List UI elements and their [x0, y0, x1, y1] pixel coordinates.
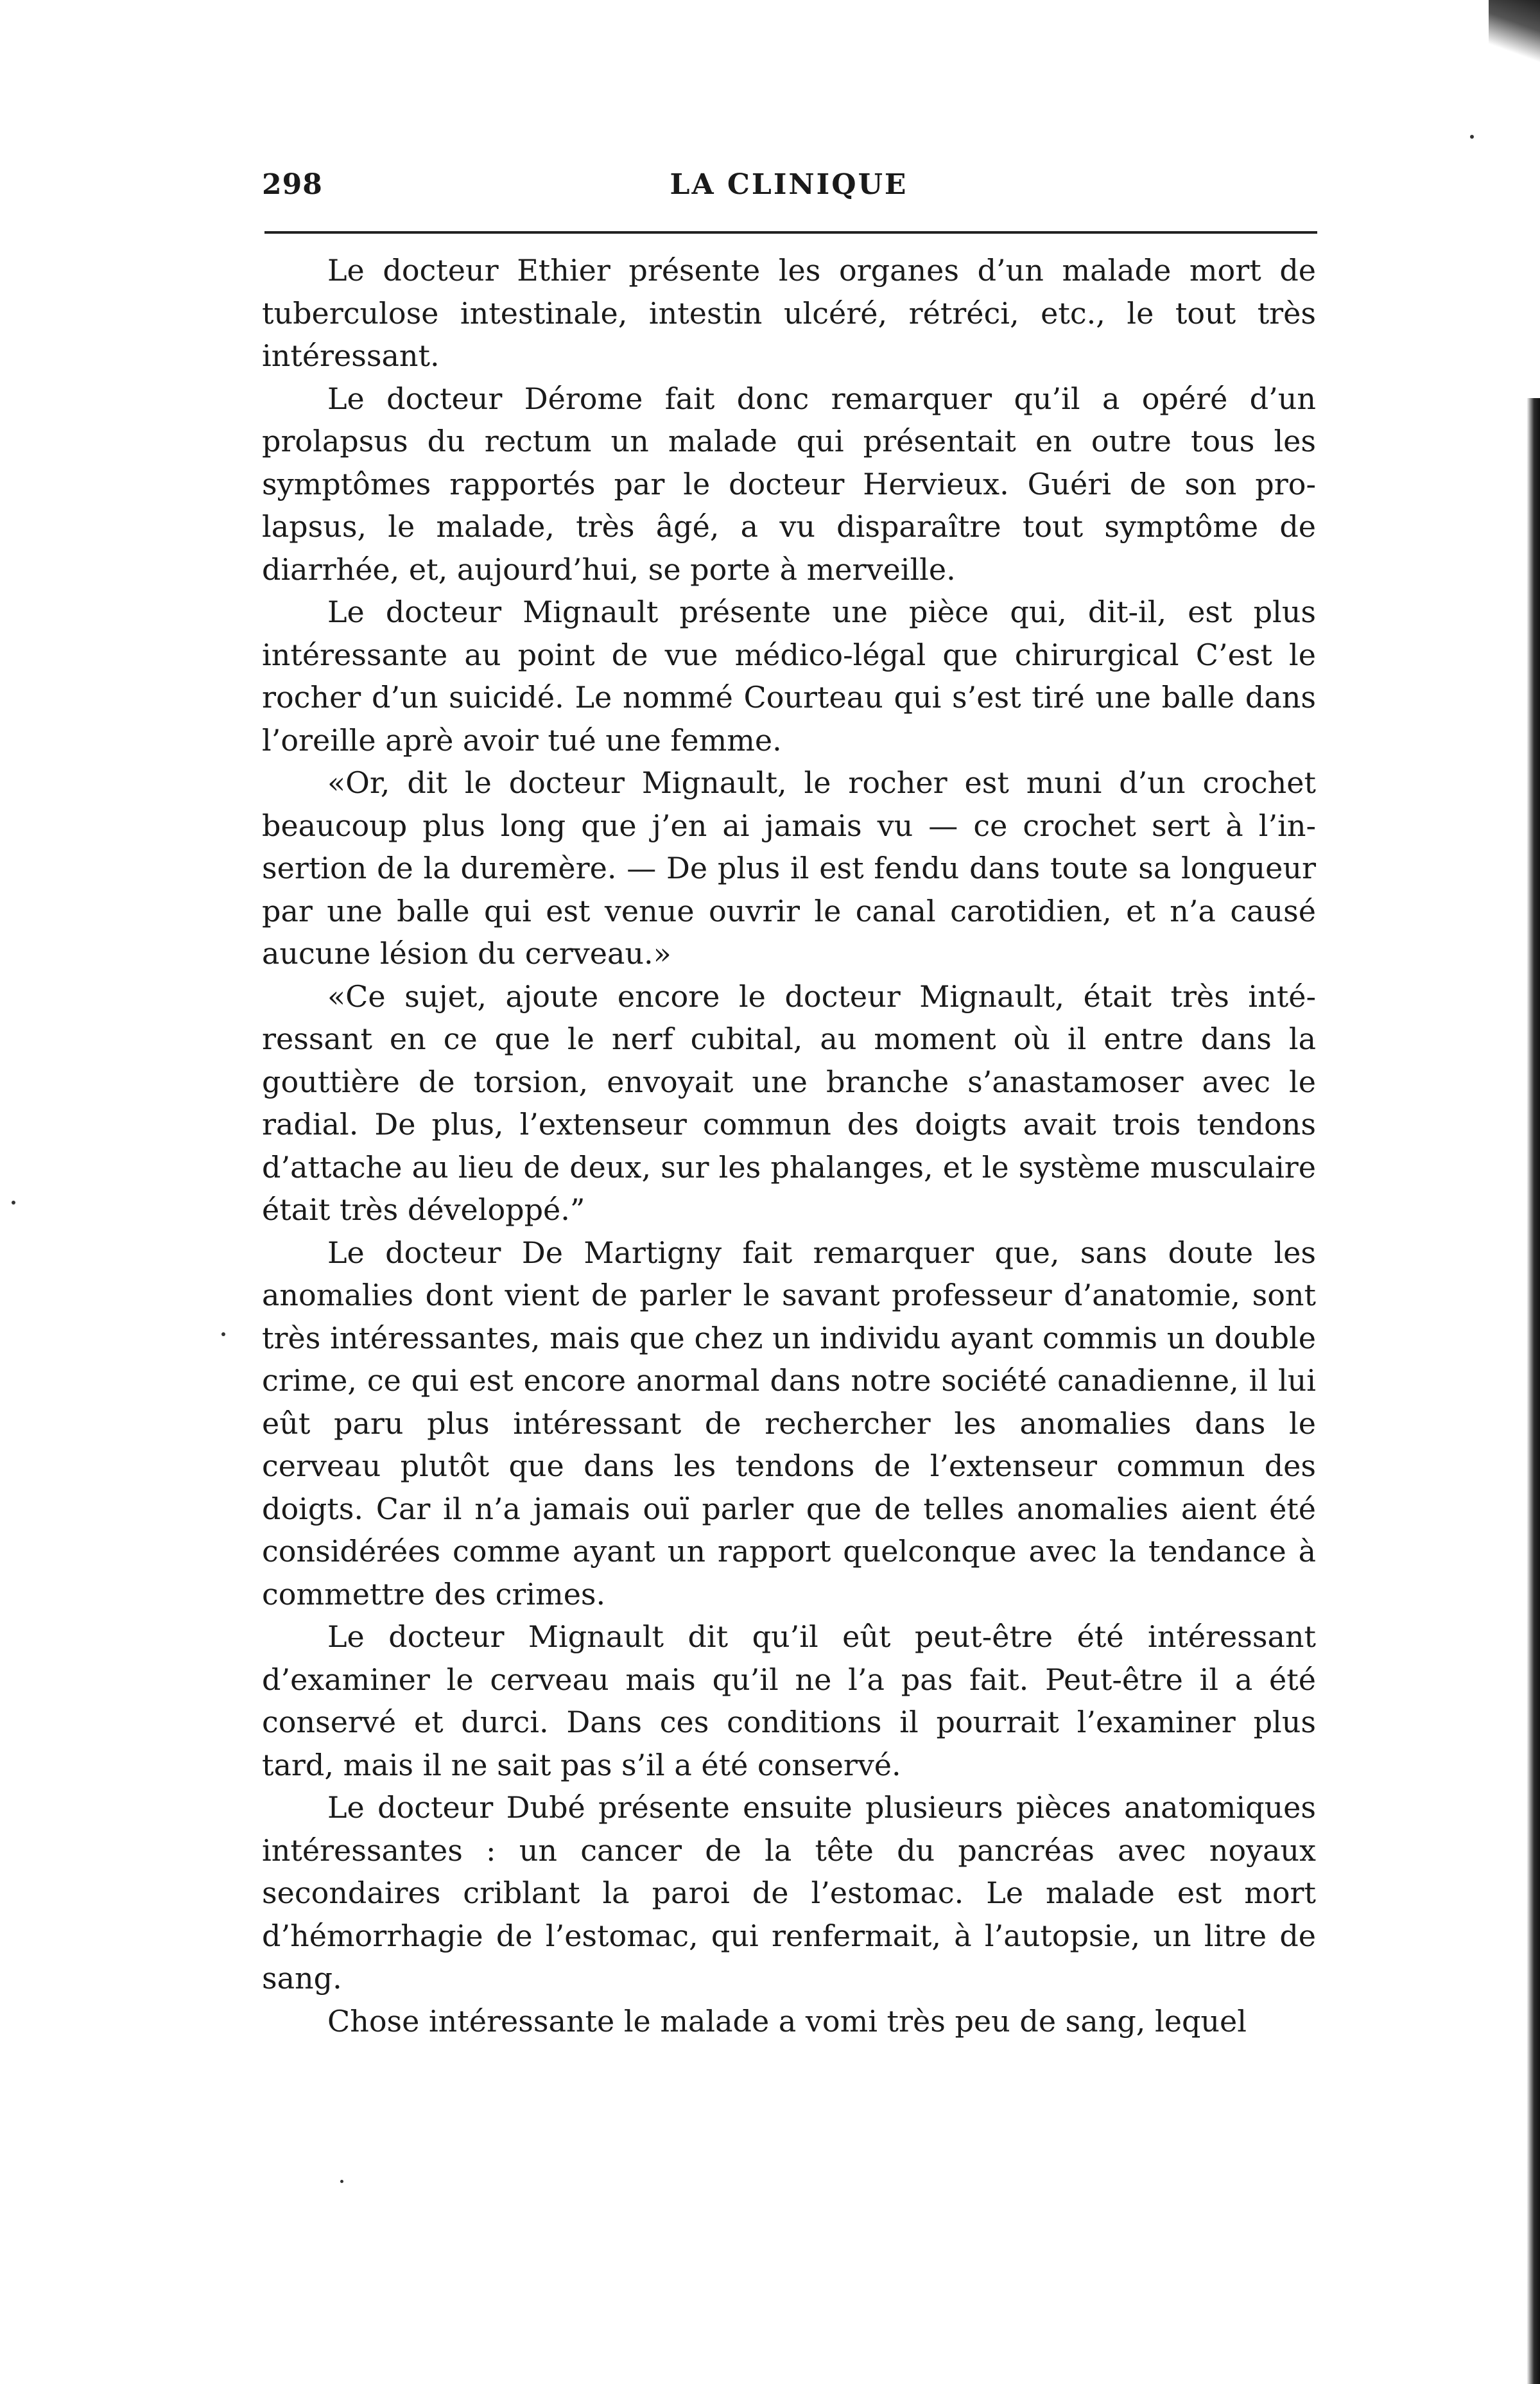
- paragraph: Le docteur Dérome fait donc remarquer qu’il a opéré d’un prolapsus du rectum un malade qui présentait en outre tous les symptômes rapportés par le docteur Hervieux. Guéri de son prolapsus, le malade, très âgé, a vu disparaître tout symptôme de diarrhée, et, aujourd’hui, se porte à merveille.: [262, 381, 1316, 587]
- paragraph: Chose intéressante le malade a vomi très peu de sang, lequel: [327, 2003, 1247, 2039]
- page-number: 298: [262, 168, 323, 201]
- body-text: [262, 249, 1316, 2042]
- paragraph: «Or, dit le docteur Mignault, le rocher est muni d’un crochet beaucoup plus long que j’en ai jamais vu — ce crochet sert à l’insertion de la duremère. — De plus il est fendu dans toute sa longueur par une balle qui est venue ouvrir le canal carotidien, et n’a causé aucune lésion du cerveau.»: [262, 765, 1316, 971]
- paragraph: Le docteur De Martigny fait remarquer que, sans doute les anomalies dont vient de parler le savant professeur d’anatomie, sont très intéressantes, mais que chez un individu ayant commis un double crime, ce qui est encore anormal dans notre société canadienne, il lui eût paru plus intéressant de rechercher les anomalies dans le cerveau plutôt que dans les tendons de l’extenseur commun des doigts. Car il n’a jamais ouï parler que de telles anomalies aient été considérées comme ayant un rapport quelconque avec la tendance à commettre des crimes.: [262, 1235, 1316, 1612]
- ink-speck: [340, 2180, 343, 2183]
- scan-edge-shadow: [1510, 398, 1540, 2384]
- paragraph: Le docteur Mignault présente une pièce qui, dit-il, est plus intéressante au point de vue médico-légal que chirurgical C’est le rocher d’un suicidé. Le nommé Courteau qui s’est tiré une balle dans l’oreille aprè avoir tué une femme.: [262, 595, 1316, 758]
- paragraph: Le docteur Mignault dit qu’il eût peut-être été intéressant d’examiner le cerveau mais qu’il ne l’a pas fait. Peut-être il a été conservé et durci. Dans ces conditions il pourrait l’examiner plus tard, mais il ne sait pas s’il a été conservé.: [262, 1619, 1316, 1782]
- paragraph: «Ce sujet, ajoute encore le docteur Mignault, était très intéressant en ce que le nerf cubital, au moment où il entre dans la gouttière de torsion, envoyait une branche s’anastamoser avec le radial. De plus, l’extenseur commun des doigts avait trois tendons d’attache au lieu de deux, sur les phalanges, et le système musculaire était très développé.”: [262, 979, 1316, 1227]
- header-rule: [264, 231, 1317, 234]
- ink-speck: [12, 1201, 15, 1205]
- running-head: LA CLINIQUE: [670, 168, 908, 201]
- paragraph: Le docteur Dubé présente ensuite plusieurs pièces anatomiques intéressantes : un cancer de la tête du pancréas avec noyaux secondaires criblant la paroi de l’estomac. Le malade est mort d’hémorrhagie de l’estomac, qui renfermait, à l’autopsie, un litre de sang.: [262, 1790, 1316, 1996]
- ink-speck: [221, 1332, 225, 1336]
- ink-speck: [1470, 135, 1474, 139]
- page-header: [262, 168, 1316, 213]
- paragraph: Le docteur Ethier présente les organes d’un malade mort de tuberculose intestinale, intestin ulcéré, rétréci, etc., le tout très intéressant.: [262, 253, 1316, 373]
- scan-corner-mark: [1489, 0, 1540, 71]
